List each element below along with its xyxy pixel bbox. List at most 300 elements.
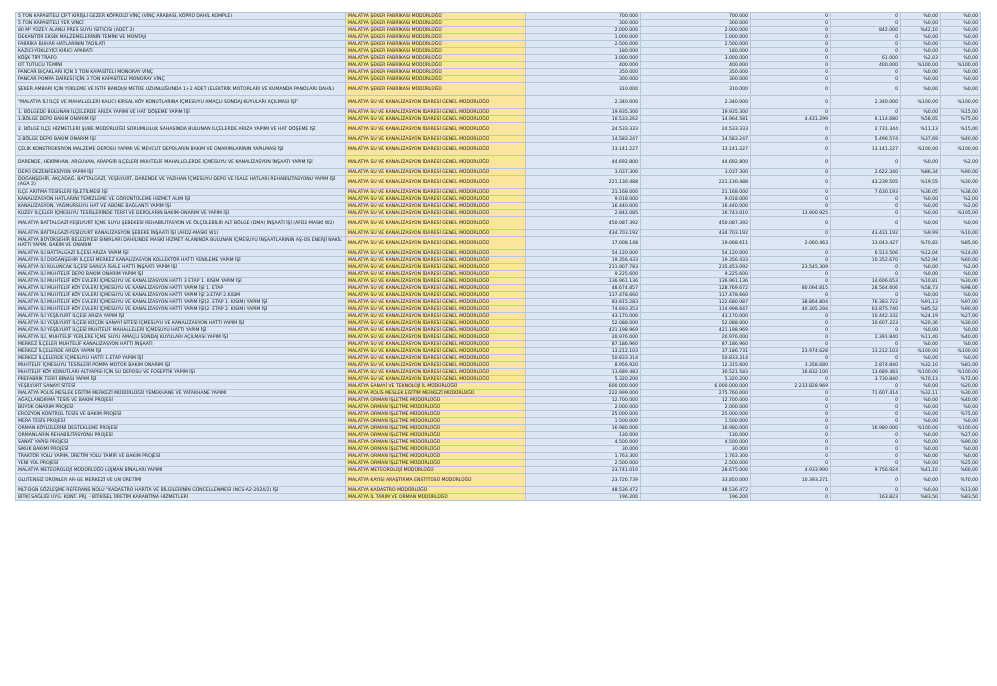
spent-amount-cell: 43.431.192: [831, 230, 901, 237]
physical-progress-cell: %105,00: [941, 210, 981, 217]
project-name-cell: AĞAÇLANDIRMA TESİS VE BAKIM PROJESİ: [16, 397, 346, 404]
additional-amount-cell: 0: [751, 96, 831, 109]
financial-progress-cell: %100,00: [901, 62, 941, 69]
financial-progress-cell: %36,05: [901, 189, 941, 196]
financial-progress-cell: %0,00: [901, 327, 941, 334]
physical-progress-cell: %81,00: [941, 362, 981, 369]
financial-progress-cell: %12,04: [901, 250, 941, 257]
total-amount-cell: 48.536.472: [641, 487, 751, 494]
financial-progress-cell: %0,00: [901, 432, 941, 439]
table-row: [16, 196, 981, 203]
table-row: [16, 299, 981, 306]
additional-amount-cell: 0: [751, 425, 831, 432]
total-amount-cell: 43.170.000: [641, 313, 751, 320]
project-name-cell: DEKANTÖR EKSİK MALZEMELERİNİN TEMİNİ VE MONTAJI: [16, 34, 346, 41]
physical-progress-cell: %27,00: [941, 313, 981, 320]
project-name-cell: ŞEKER AMBARI İÇİN YÜKLEME VE İSTİF BANDI(8 METRE UZUNLUĞUNDA 1+2 ADET (ELEKTRİK MOTORLARI VE KUMANDA PANOLARI DAHİL): [16, 83, 346, 96]
institution-cell: MALATYA ŞEKER FABRİKASI MÜDÜRLÜĞÜ: [346, 83, 526, 96]
total-amount-cell: 4.500.000: [641, 439, 751, 446]
spent-amount-cell: 63.875.740: [831, 306, 901, 313]
project-name-cell: EROZYON KONTROL TESİS VE BAKIM PROJESİ: [16, 411, 346, 418]
project-name-cell: BİTKİ SAĞLIĞI UYG. KONT. PRJ. - BİTKİSEL ÜRETİM KARANTİNA HİZMETLERİ: [16, 494, 346, 501]
physical-progress-cell: %75,00: [941, 411, 981, 418]
institution-cell: MALATYA KADASTRO MÜDÜRLÜĞÜ: [346, 487, 526, 494]
project-name-cell: TRAKTÖR YOLU YAPIM, ÜRETİM YOLU TAMİR VE BAKIM PROJESİ: [16, 453, 346, 460]
project-name-cell: DARENDE, HEKİMHAN, ARGUVAN, ARAPGİR İLÇELERİ MUHTELİF MAHALLELERDE İÇMESUYU VE KANALİZASYON İNŞAATI YAPIM İŞİ: [16, 156, 346, 169]
additional-amount-cell: 23.545.309: [751, 264, 831, 271]
financial-progress-cell: %0,00: [901, 397, 941, 404]
total-amount-cell: 50.833.314: [641, 355, 751, 362]
project-name-cell: MALATYA POLİS MESLEK EĞİTİM MERKEZİ MÜDÜRLÜĞÜ YEMEKHANE VE YATAKHANE YAPIMI: [16, 390, 346, 397]
total-amount-cell: 21.168.000: [641, 189, 751, 196]
initial-amount-cell: 130.000: [526, 432, 641, 439]
additional-amount-cell: 0: [751, 411, 831, 418]
initial-amount-cell: 52.088.000: [526, 320, 641, 327]
financial-progress-cell: %85,52: [901, 306, 941, 313]
institution-cell: MALATYA SU VE KANALİZASYON İDARESİ GENEL MÜDÜRLÜĞÜ: [346, 136, 526, 143]
project-name-cell: GLUTENSİZ ÜRÜNLER AR-GE MERKEZİ VE UN ÜRETİMİ: [16, 474, 346, 487]
total-amount-cell: 117.478.660: [641, 292, 751, 299]
additional-amount-cell: 0: [751, 460, 831, 467]
table-row: [16, 20, 981, 27]
financial-progress-cell: %70,13: [901, 376, 941, 383]
table-row: [16, 439, 981, 446]
institution-cell: MALATYA ŞEKER FABRİKASI MÜDÜRLÜĞÜ: [346, 69, 526, 76]
spent-amount-cell: 6.114.680: [831, 116, 901, 123]
table-row: [16, 230, 981, 237]
additional-amount-cell: 0: [751, 217, 831, 230]
table-row: [16, 411, 981, 418]
financial-progress-cell: %10,81: [901, 278, 941, 285]
table-row: [16, 487, 981, 494]
additional-amount-cell: 0: [751, 20, 831, 27]
additional-amount-cell: 0: [751, 62, 831, 69]
additional-amount-cell: 0: [751, 27, 831, 34]
total-amount-cell: 421.198.969: [641, 327, 751, 334]
initial-amount-cell: 16.980.000: [526, 425, 641, 432]
institution-cell: MALATYA ŞEKER FABRİKASI MÜDÜRLÜĞÜ: [346, 41, 526, 48]
initial-amount-cell: 180.000: [526, 48, 641, 55]
physical-progress-cell: %40,00: [941, 136, 981, 143]
additional-amount-cell: 0: [751, 292, 831, 299]
table-row: [16, 257, 981, 264]
additional-amount-cell: 0: [751, 34, 831, 41]
total-amount-cell: 450.087.392: [641, 217, 751, 230]
physical-progress-cell: %70,00: [941, 474, 981, 487]
institution-cell: MALATYA ŞEKER FABRİKASI MÜDÜRLÜĞÜ: [346, 55, 526, 62]
institution-cell: MALATYA SU VE KANALİZASYON İDARESİ GENEL MÜDÜRLÜĞÜ: [346, 123, 526, 136]
additional-amount-cell: 0: [751, 313, 831, 320]
initial-amount-cell: 136.961.136: [526, 278, 641, 285]
table-row: [16, 13, 981, 20]
spent-amount-cell: 0: [831, 271, 901, 278]
project-name-cell: KÖŞK TİPİ TRAFO: [16, 55, 346, 62]
institution-cell: MALATYA ORMAN İŞLETME MÜDÜRLÜĞÜ: [346, 439, 526, 446]
physical-progress-cell: %0,00: [941, 355, 981, 362]
total-amount-cell: 19.068.611: [641, 237, 751, 250]
project-name-cell: MALATYA İLİ MUHTELİF KÖY EVLERİ İÇMESUYU VE KANALİZASYON HATTI YAPIM İŞİ 1. ETAP: [16, 285, 346, 292]
project-name-cell: MALATYA METEOROLOJİ MÜDÜRLÜĞÜ LOJMAN BİNALARI YAPIMI: [16, 467, 346, 474]
physical-progress-cell: %0,00: [941, 27, 981, 34]
project-name-cell: ORMAN KÖYLÜLERİNİ DESTEKLEME PROJESİ: [16, 425, 346, 432]
initial-amount-cell: 9.018.000: [526, 196, 641, 203]
table-row: [16, 327, 981, 334]
institution-cell: MALATYA ORMAN İŞLETME MÜDÜRLÜĞÜ: [346, 418, 526, 425]
project-name-cell: MALATYA İLİ MUHTELİF KÖY EVLERİ İÇMESUYU VE KANALİZASYON HATTI YAPIM İŞİ 3.ETAP 2.KISIM: [16, 292, 346, 299]
institution-cell: MALATYA SU VE KANALİZASYON İDARESİ GENEL MÜDÜRLÜĞÜ: [346, 292, 526, 299]
table-row: [16, 376, 981, 383]
additional-amount-cell: 2.060.463: [751, 237, 831, 250]
financial-progress-cell: %86,34: [901, 169, 941, 176]
spent-amount-cell: 13.689.483: [831, 369, 901, 376]
project-name-cell: MALATYA BATTALGAZİ-YEŞİLYURT İÇME SUYU ŞEBEKESİ REHABİLİTASYON VE ÖLÇÜLEBİLİR ALT BÖLGE (DMA) İNŞAATI İŞİ (AFD2-MASKİ W2): [16, 217, 346, 230]
financial-progress-cell: %9,99: [901, 230, 941, 237]
project-name-cell: 2. BÖLGE İLÇE HİZMETLERİ ŞUBE MÜDÜRLÜĞÜ SORUMLULUK SAHASINDA BULUNAN İLÇELERDE ARIZA YAPIMI VE HAT DÖŞEME İŞİ: [16, 123, 346, 136]
spent-amount-cell: 0: [831, 48, 901, 55]
additional-amount-cell: 0: [751, 453, 831, 460]
additional-amount-cell: 0: [751, 341, 831, 348]
spent-amount-cell: 13.141.227: [831, 143, 901, 156]
table-row: [16, 425, 981, 432]
institution-cell: MALATYA SU VE KANALİZASYON İDARESİ GENEL MÜDÜRLÜĞÜ: [346, 257, 526, 264]
project-name-cell: YEŞİLYURT SANAYİ SİTESİ: [16, 383, 346, 390]
financial-progress-cell: %0,00: [901, 217, 941, 230]
initial-amount-cell: 2.500.000: [526, 41, 641, 48]
initial-amount-cell: 4.500.000: [526, 439, 641, 446]
initial-amount-cell: 400.000: [526, 62, 641, 69]
table-row: [16, 123, 981, 136]
physical-progress-cell: %15,00: [941, 109, 981, 116]
initial-amount-cell: 13.689.483: [526, 369, 641, 376]
total-amount-cell: 28.675.000: [641, 467, 751, 474]
initial-amount-cell: 600.000.000: [526, 383, 641, 390]
table-row: [16, 467, 981, 474]
physical-progress-cell: %100,00: [941, 143, 981, 156]
spent-amount-cell: 0: [831, 460, 901, 467]
physical-progress-cell: %27,00: [941, 432, 981, 439]
project-name-cell: MALATYA İLİ DOĞANŞEHİR İLÇESİ MERKEZ KANALİZASYON KOLLEKTÖR HATTI YENİLEME YAPIM İŞİ: [16, 257, 346, 264]
additional-amount-cell: 0: [751, 397, 831, 404]
spent-amount-cell: 0: [831, 41, 901, 48]
physical-progress-cell: %40,00: [941, 334, 981, 341]
additional-amount-cell: 0: [751, 404, 831, 411]
total-amount-cell: 14.964.581: [641, 116, 751, 123]
institution-cell: MALATYA SU VE KANALİZASYON İDARESİ GENEL MÜDÜRLÜĞÜ: [346, 156, 526, 169]
initial-amount-cell: 30.000: [526, 446, 641, 453]
total-amount-cell: 3.037.300: [641, 169, 751, 176]
institution-cell: MALATYA SU VE KANALİZASYON İDARESİ GENEL MÜDÜRLÜĞÜ: [346, 334, 526, 341]
physical-progress-cell: %2,00: [941, 156, 981, 169]
physical-progress-cell: %100,00: [941, 369, 981, 376]
project-name-cell: KUZEY İLÇELER İÇMESUYU TESİSLERİNDE TERFİ VE DEPOLARIN BAKIM-ONARIM VE YAPIM İŞİ: [16, 210, 346, 217]
project-name-cell: MUHTELİF KÖY KONUTLARI ALTYAPISI İÇİN SU DEPOSU VE FOSEPTİK YAPIM İŞİ: [16, 369, 346, 376]
spent-amount-cell: 842.000: [831, 27, 901, 34]
table-row: [16, 313, 981, 320]
physical-progress-cell: %97,00: [941, 299, 981, 306]
financial-progress-cell: %0,00: [901, 411, 941, 418]
total-amount-cell: 136.961.136: [641, 278, 751, 285]
physical-progress-cell: %90,00: [941, 169, 981, 176]
institution-cell: MALATYA SU VE KANALİZASYON İDARESİ GENEL MÜDÜRLÜĞÜ: [346, 237, 526, 250]
total-amount-cell: 2.500.000: [641, 41, 751, 48]
total-amount-cell: 350.000: [641, 69, 751, 76]
physical-progress-cell: %0,00: [941, 34, 981, 41]
spent-amount-cell: 10.352.670: [831, 257, 901, 264]
table-row: [16, 48, 981, 55]
total-amount-cell: 400.000: [641, 62, 751, 69]
project-name-cell: MERA TESİS PROJESİ: [16, 418, 346, 425]
institution-cell: MALATYA SU VE KANALİZASYON İDARESİ GENEL MÜDÜRLÜĞÜ: [346, 313, 526, 320]
institution-cell: MALATYA ŞEKER FABRİKASI MÜDÜRLÜĞÜ: [346, 48, 526, 55]
table-row: [16, 383, 981, 390]
institution-cell: MALATYA SU VE KANALİZASYON İDARESİ GENEL MÜDÜRLÜĞÜ: [346, 355, 526, 362]
physical-progress-cell: %0,00: [941, 55, 981, 62]
spent-amount-cell: 13.043.427: [831, 237, 901, 250]
additional-amount-cell: 0: [751, 136, 831, 143]
financial-progress-cell: %37,69: [901, 136, 941, 143]
total-amount-cell: 310.000: [641, 83, 751, 96]
table-row: [16, 169, 981, 176]
spent-amount-cell: 2.874.840: [831, 362, 901, 369]
project-name-cell: MUHTELİF İÇMESUYU TESİSLERİ POMPA MOTOR BAKIM ONARIM İŞİ: [16, 362, 346, 369]
financial-progress-cell: %0,00: [901, 69, 941, 76]
financial-progress-cell: %100,00: [901, 143, 941, 156]
physical-progress-cell: %0,00: [941, 404, 981, 411]
table-row: [16, 404, 981, 411]
initial-amount-cell: 1.500.000: [526, 418, 641, 425]
institution-cell: MALATYA İL TARIM VE ORMAN MÜDÜRLÜĞÜ: [346, 494, 526, 501]
additional-amount-cell: 0: [751, 41, 831, 48]
financial-progress-cell: %19,55: [901, 176, 941, 189]
spent-amount-cell: 0: [831, 453, 901, 460]
total-amount-cell: 700.000: [641, 13, 751, 20]
initial-amount-cell: 14.583.247: [526, 136, 641, 143]
project-name-cell: MALATYA BATTALGAZİ-YEŞİLYURT KANALİZASYON ŞEBEKE İNŞAATI İŞİ (AFD2-MASKİ W1): [16, 230, 346, 237]
physical-progress-cell: %2,00: [941, 264, 981, 271]
additional-amount-cell: 0: [751, 69, 831, 76]
physical-progress-cell: %60,00: [941, 467, 981, 474]
financial-progress-cell: %52,94: [901, 257, 941, 264]
table-row: [16, 136, 981, 143]
table-row: [16, 41, 981, 48]
initial-amount-cell: 700.000: [526, 13, 641, 20]
initial-amount-cell: 450.087.392: [526, 217, 641, 230]
additional-amount-cell: 0: [751, 143, 831, 156]
table-row: [16, 143, 981, 156]
institution-cell: MALATYA KAYISI ARAŞTIRMA ENSTİTÜSÜ MÜDÜRLÜĞÜ: [346, 474, 526, 487]
initial-amount-cell: 44.692.800: [526, 156, 641, 169]
financial-progress-cell: %0,00: [901, 20, 941, 27]
total-amount-cell: 20.976.000: [641, 334, 751, 341]
physical-progress-cell: %0,00: [941, 76, 981, 83]
additional-amount-cell: 0: [751, 55, 831, 62]
spent-amount-cell: 0: [831, 418, 901, 425]
total-amount-cell: 30.000: [641, 446, 751, 453]
financial-progress-cell: %41,10: [901, 467, 941, 474]
table-row: [16, 109, 981, 116]
financial-progress-cell: %0,00: [901, 109, 941, 116]
spent-amount-cell: 0: [831, 76, 901, 83]
initial-amount-cell: 421.198.969: [526, 327, 641, 334]
spent-amount-cell: 0: [831, 196, 901, 203]
initial-amount-cell: 221.130.488: [526, 176, 641, 189]
spent-amount-cell: 0: [831, 13, 901, 20]
initial-amount-cell: 24.533.333: [526, 123, 641, 136]
initial-amount-cell: 87.186.960: [526, 341, 641, 348]
project-name-cell: MALATYA BÜYÜKŞEHİR BELEDİYESİ SINIRLARI DAHİLİNDE MASKİ HİZMET ALANINDA BULUNAN İÇMESUYU İNŞAATLARININ AŞ-OS ENERJİ NAKİL HATTI YAPIM, BAKIM VE ONARIM: [16, 237, 346, 250]
table-row: [16, 494, 981, 501]
financial-progress-cell: %0,00: [901, 383, 941, 390]
spent-amount-cell: 2.340.000: [831, 96, 901, 109]
spent-amount-cell: 0: [831, 474, 901, 487]
financial-progress-cell: %0,00: [901, 453, 941, 460]
additional-amount-cell: 0: [751, 494, 831, 501]
institution-cell: MALATYA ORMAN İŞLETME MÜDÜRLÜĞÜ: [346, 425, 526, 432]
project-table: [15, 12, 981, 501]
spent-amount-cell: 61.000: [831, 55, 901, 62]
institution-cell: MALATYA SANAYİ VE TEKNOLOJİ İL MÜDÜRLÜĞÜ: [346, 383, 526, 390]
additional-amount-cell: 40.305.294: [751, 306, 831, 313]
additional-amount-cell: 0: [751, 123, 831, 136]
total-amount-cell: 9.225.600: [641, 271, 751, 278]
spent-amount-cell: 14.606.653: [831, 278, 901, 285]
physical-progress-cell: %25,00: [941, 460, 981, 467]
physical-progress-cell: %38,00: [941, 189, 981, 196]
project-name-cell: MALATYA İLİ, MUHTELİF YERLERE İÇME SUYU AMAÇLI SONDAJ KUYULARI AÇILMASI YAPIM İŞİ: [16, 334, 346, 341]
financial-progress-cell: %0,00: [901, 271, 941, 278]
institution-cell: MALATYA ŞEKER FABRİKASI MÜDÜRLÜĞÜ: [346, 13, 526, 20]
financial-progress-cell: %58,05: [901, 116, 941, 123]
institution-cell: MALATYA ORMAN İŞLETME MÜDÜRLÜĞÜ: [346, 460, 526, 467]
financial-progress-cell: %0,00: [901, 34, 941, 41]
initial-amount-cell: 25.000.000: [526, 411, 641, 418]
institution-cell: MALATYA SU VE KANALİZASYON İDARESİ GENEL MÜDÜRLÜĞÜ: [346, 250, 526, 257]
table-row: [16, 474, 981, 487]
table-row: [16, 27, 981, 34]
physical-progress-cell: %0,00: [941, 327, 981, 334]
institution-cell: MALATYA SU VE KANALİZASYON İDARESİ GENEL MÜDÜRLÜĞÜ: [346, 143, 526, 156]
project-name-cell: DOĞANŞEHİR, AKÇADAĞ, BATTALGAZİ, YEŞİLYURT, DARENDE VE YAZIHAN İÇMESUYU DEPO VE İSALE HATLARI REHABİLİTASYONU YAPIM İŞİ (AGA 2): [16, 176, 346, 189]
institution-cell: MALATYA ORMAN İŞLETME MÜDÜRLÜĞÜ: [346, 397, 526, 404]
additional-amount-cell: 0: [751, 48, 831, 55]
table-row: [16, 292, 981, 299]
spent-amount-cell: 0: [831, 20, 901, 27]
initial-amount-cell: 21.168.000: [526, 189, 641, 196]
physical-progress-cell: %100,00: [941, 96, 981, 109]
spent-amount-cell: 0: [831, 292, 901, 299]
total-amount-cell: 2.500.000: [641, 460, 751, 467]
total-amount-cell: 122.680.087: [641, 299, 751, 306]
table-row: [16, 278, 981, 285]
physical-progress-cell: %2,00: [941, 203, 981, 210]
financial-progress-cell: %0,00: [901, 446, 941, 453]
initial-amount-cell: 48.674.857: [526, 285, 641, 292]
total-amount-cell: 235.453.092: [641, 264, 751, 271]
total-amount-cell: 275.760.000: [641, 390, 751, 397]
total-amount-cell: 196.200: [641, 494, 751, 501]
financial-progress-cell: %0,00: [901, 83, 941, 96]
institution-cell: MALATYA ŞEKER FABRİKASI MÜDÜRLÜĞÜ: [346, 34, 526, 41]
additional-amount-cell: 0: [751, 76, 831, 83]
institution-cell: MALATYA SU VE KANALİZASYON İDARESİ GENEL MÜDÜRLÜĞÜ: [346, 230, 526, 237]
project-name-cell: 1. BÖLGEDE BULUNAN İLÇELERDE ARIZA YAPIMI VE HAT DÖŞEME YAPIM İŞİ: [16, 109, 346, 116]
physical-progress-cell: %60,00: [941, 257, 981, 264]
table-row: [16, 453, 981, 460]
financial-progress-cell: %2,03: [901, 55, 941, 62]
additional-amount-cell: 0: [751, 176, 831, 189]
spent-amount-cell: 0: [831, 411, 901, 418]
physical-progress-cell: %0,00: [941, 13, 981, 20]
financial-progress-cell: %0,00: [901, 460, 941, 467]
total-amount-cell: 1.763.300: [641, 453, 751, 460]
spent-amount-cell: 0: [831, 69, 901, 76]
table-row: [16, 189, 981, 196]
financial-progress-cell: %42,10: [901, 27, 941, 34]
table-row: [16, 369, 981, 376]
spent-amount-cell: 16.980.000: [831, 425, 901, 432]
physical-progress-cell: %0,00: [941, 418, 981, 425]
total-amount-cell: 16.440.000: [641, 203, 751, 210]
spent-amount-cell: 10.442.332: [831, 313, 901, 320]
spreadsheet: [15, 12, 980, 501]
additional-amount-cell: 0: [751, 446, 831, 453]
project-name-cell: MLT-DGN SÖZLEŞME REFERANS NOLU "KADASTRO HARİTA VE BİLGİLERİNİN GÜNCELLENMESİ (NCS-A2-2024/2) İŞİ: [16, 487, 346, 494]
institution-cell: MALATYA SU VE KANALİZASYON İDARESİ GENEL MÜDÜRLÜĞÜ: [346, 264, 526, 271]
initial-amount-cell: 16.440.000: [526, 203, 641, 210]
table-row: [16, 203, 981, 210]
institution-cell: MALATYA SU VE KANALİZASYON İDARESİ GENEL MÜDÜRLÜĞÜ: [346, 96, 526, 109]
project-name-cell: MALATYA İLİ YEŞİLYURT İLÇESİ MUHTELİF MAHALLELERİ İÇMESUYU HATTI YAPIM İŞİ: [16, 327, 346, 334]
additional-amount-cell: 4.431.299: [751, 116, 831, 123]
spent-amount-cell: 3.730.840: [831, 376, 901, 383]
project-name-cell: 5 TON KAPASİTELİ ÇİFT KİRİŞLİ GEZER KÖPRÜLÜ VİNÇ (VİNÇ ARABASI, KÖPRÜ DAHİL KOMPLE): [16, 13, 346, 20]
institution-cell: MALATYA SU VE KANALİZASYON İDARESİ GENEL MÜDÜRLÜĞÜ: [346, 327, 526, 334]
financial-progress-cell: %0,00: [901, 13, 941, 20]
initial-amount-cell: 17.008.148: [526, 237, 641, 250]
physical-progress-cell: %0,00: [941, 20, 981, 27]
institution-cell: MALATYA SU VE KANALİZASYON İDARESİ GENEL MÜDÜRLÜĞÜ: [346, 320, 526, 327]
project-name-cell: ÇELİK KONSTRÜKSİYON MALZEME DEPOSU YAPIMI VE MEVCUT DEPOLARIN BAKIM VE ONARIMLARININ YAPILMASI İŞİ: [16, 143, 346, 156]
financial-progress-cell: %32,11: [901, 390, 941, 397]
table-row: [16, 76, 981, 83]
financial-progress-cell: %0,00: [901, 41, 941, 48]
initial-amount-cell: 23.726.739: [526, 474, 641, 487]
total-amount-cell: 12.315.600: [641, 362, 751, 369]
additional-amount-cell: 0: [751, 250, 831, 257]
project-name-cell: PANCAR BIÇAKLARI İÇİN 5 TON KAPASİTELİ MONORAY VİNÇ: [16, 69, 346, 76]
physical-progress-cell: %13,00: [941, 487, 981, 494]
table-row: [16, 55, 981, 62]
physical-progress-cell: %20,00: [941, 383, 981, 390]
table-row: [16, 156, 981, 169]
additional-amount-cell: 0: [751, 271, 831, 278]
initial-amount-cell: 434.703.192: [526, 230, 641, 237]
institution-cell: MALATYA SU VE KANALİZASYON İDARESİ GENEL MÜDÜRLÜĞÜ: [346, 306, 526, 313]
initial-amount-cell: 19.935.300: [526, 109, 641, 116]
financial-progress-cell: %32,10: [901, 362, 941, 369]
initial-amount-cell: 19.356.433: [526, 257, 641, 264]
project-name-cell: 2.BÖLGE DEPO BAKIM ONARIM İŞİ: [16, 136, 346, 143]
total-amount-cell: 114.998.647: [641, 306, 751, 313]
spent-amount-cell: 10.607.223: [831, 320, 901, 327]
initial-amount-cell: 9.225.600: [526, 271, 641, 278]
table-row: [16, 446, 981, 453]
additional-amount-cell: 0: [751, 169, 831, 176]
project-name-cell: DEPO DEZENFEKSİYON YAPIM İŞİ: [16, 169, 346, 176]
additional-amount-cell: 0: [751, 487, 831, 494]
total-amount-cell: 19.935.300: [641, 109, 751, 116]
physical-progress-cell: %30,00: [941, 320, 981, 327]
